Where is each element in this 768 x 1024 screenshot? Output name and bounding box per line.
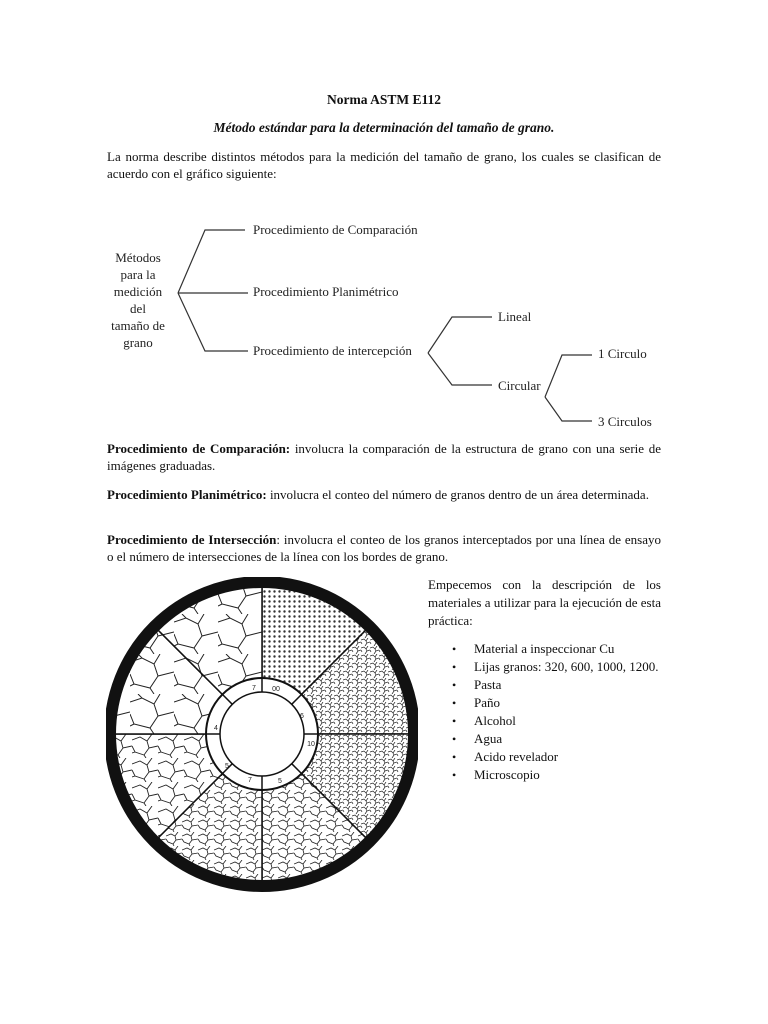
sub-lineal: Lineal	[498, 309, 532, 324]
hub-label: 6	[300, 713, 304, 720]
list-item-text: Material a inspeccionar Cu	[474, 641, 615, 656]
hub-label: 00	[272, 686, 280, 693]
root-label-line: tamaño de	[111, 318, 165, 333]
bullet-icon: •	[452, 696, 457, 710]
bullet-icon: •	[452, 768, 457, 782]
intro-paragraph: La norma describe distintos métodos para la medición del tamaño de grano, los cuales se clasifican de acuerdo con el gráfico siguiente:	[107, 149, 661, 181]
root-label-line: para la	[120, 267, 156, 282]
branch-intercepcion: Procedimiento de intercepción	[253, 343, 412, 358]
grain-size-comparison-wheel	[106, 577, 418, 892]
root-label-line: medición	[113, 284, 163, 299]
list-item-text: Paño	[474, 695, 500, 710]
list-item-text: Agua	[474, 731, 503, 746]
list-item	[450, 640, 662, 658]
list-item	[450, 766, 662, 784]
list-item	[450, 676, 662, 694]
definition-comparacion	[107, 440, 661, 474]
materials-list	[450, 640, 662, 784]
connector-1-circulo	[545, 355, 592, 397]
root-label-line: del	[130, 301, 146, 316]
bullet-icon: •	[452, 750, 457, 764]
sub-circular: Circular	[498, 378, 541, 393]
branch-planimetrico: Procedimiento Planimétrico	[253, 284, 399, 299]
list-item	[450, 748, 662, 766]
root-label-line: Métodos	[115, 250, 161, 265]
page-title: Norma ASTM E112	[326, 92, 441, 107]
hub-label: 7	[252, 685, 256, 692]
definition-text: : involucra el conteo de los granos interceptados por una línea de ensayo o el número de intersecciones de la línea con los bordes de grano.	[107, 532, 662, 564]
page-subtitle: Método estándar para la determinación del tamaño de grano.	[213, 120, 555, 135]
bullet-icon: •	[452, 678, 457, 692]
bullet-icon: •	[452, 642, 457, 656]
list-item	[450, 712, 662, 730]
definition-term: Procedimiento Planimétrico:	[107, 487, 267, 502]
definition-term: Procedimiento de Intersección	[107, 532, 277, 547]
leaf-1-circulo: 1 Circulo	[598, 346, 647, 361]
hub-label: 7	[248, 777, 252, 784]
hub-label: 5	[278, 778, 282, 785]
branch-comparacion: Procedimiento de Comparación	[253, 222, 418, 237]
list-item-text: Alcohol	[474, 713, 516, 728]
leaf-3-circulos: 3 Circulos	[598, 414, 652, 429]
materials-intro: Empecemos con la descripción de los materiales a utilizar para la ejecución de esta práctica:	[428, 577, 661, 628]
connector-intercepcion	[178, 293, 248, 351]
definition-interseccion	[107, 531, 661, 565]
definition-planimetrico	[107, 486, 661, 503]
list-item	[450, 658, 662, 676]
connector-comparacion	[178, 230, 245, 293]
list-item-text: Pasta	[474, 677, 502, 692]
root-label-line: grano	[123, 335, 153, 350]
list-item-text: Acido revelador	[474, 749, 559, 764]
hub-label: 5	[225, 763, 229, 770]
list-item-text: Lijas granos: 320, 600, 1000, 1200.	[474, 659, 659, 674]
definition-text: involucra el conteo del número de granos dentro de un área determinada.	[266, 487, 649, 502]
list-item	[450, 694, 662, 712]
inner-hub-center	[220, 692, 304, 776]
bullet-icon: •	[452, 714, 457, 728]
connector-circular	[428, 353, 492, 385]
list-item	[450, 730, 662, 748]
hub-label: 10	[307, 741, 315, 748]
methods-tree-diagram	[100, 205, 670, 435]
definition-text: involucra la comparación de la estructura de grano con una serie de imágenes graduadas.	[107, 441, 661, 473]
bullet-icon: •	[452, 660, 457, 674]
bullet-icon: •	[452, 732, 457, 746]
hub-label: 4	[214, 725, 218, 732]
connector-lineal	[428, 317, 492, 353]
definition-term: Procedimiento de Comparación:	[107, 441, 291, 456]
connector-3-circulos	[545, 397, 592, 421]
list-item-text: Microscopio	[474, 767, 540, 782]
